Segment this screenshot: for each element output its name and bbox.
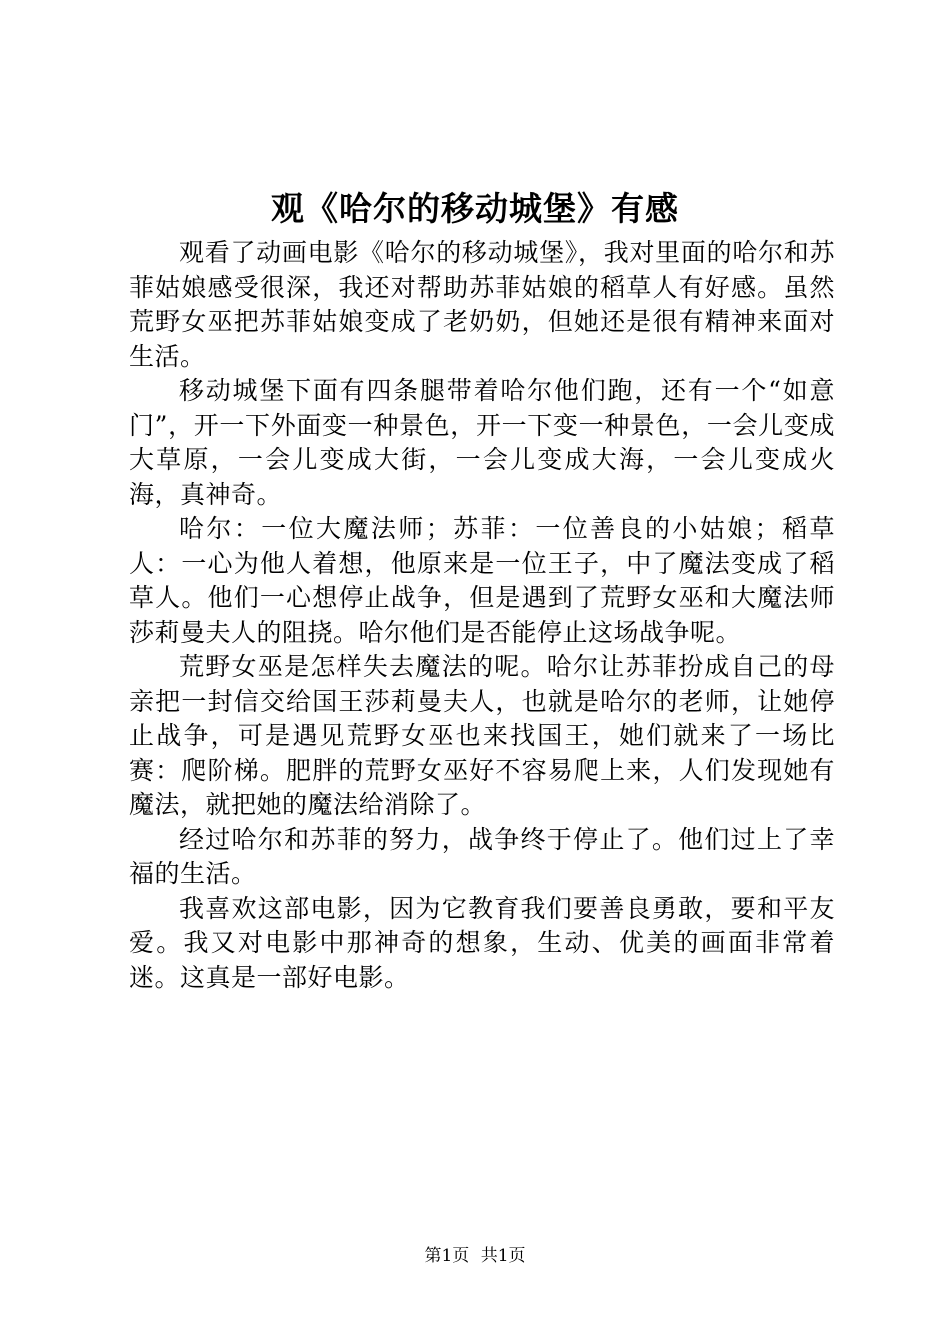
- document-body: [129, 236, 835, 995]
- paragraph: 观看了动画电影《哈尔的移动城堡》，我对里面的哈尔和苏菲姑娘感受很深，我还对帮助苏菲姑娘的稻草人有好感。虽然荒野女巫把苏菲姑娘变成了老奶奶，但她还是很有精神来面对生活。: [129, 238, 835, 371]
- page-number-total: 共1页: [480, 1246, 526, 1266]
- document-title: 观《哈尔的移动城堡》有感: [271, 189, 679, 228]
- page-footer: [0, 1245, 950, 1267]
- paragraph: 哈尔：一位大魔法师；苏菲：一位善良的小姑娘；稻草人：一心为他人着想，他原来是一位王子，中了魔法变成了稻草人。他们一心想停止战争，但是遇到了荒野女巫和大魔法师莎莉曼夫人的阻挠。哈尔他们是否能停止这场战争呢。: [129, 514, 835, 647]
- paragraph: 荒野女巫是怎样失去魔法的呢。哈尔让苏菲扮成自己的母亲把一封信交给国王莎莉曼夫人，也就是哈尔的老师，让她停止战争，可是遇见荒野女巫也来找国王，她们就来了一场比赛：爬阶梯。肥胖的荒野女巫好不容易爬上来，人们发现她有魔法，就把她的魔法给消除了。: [129, 652, 835, 819]
- paragraph: 移动城堡下面有四条腿带着哈尔他们跑，还有一个“如意门”，开一下外面变一种景色，开一下变一种景色，一会儿变成大草原，一会儿变成大街，一会儿变成大海，一会儿变成火海，真神奇。: [129, 376, 835, 509]
- page-number-current: 第1页: [424, 1246, 470, 1266]
- paragraph: 我喜欢这部电影，因为它教育我们要善良勇敢，要和平友爱。我又对电影中那神奇的想象，生动、优美的画面非常着迷。这真是一部好电影。: [129, 893, 835, 992]
- paragraph: 经过哈尔和苏菲的努力，战争终于停止了。他们过上了幸福的生活。: [129, 824, 835, 888]
